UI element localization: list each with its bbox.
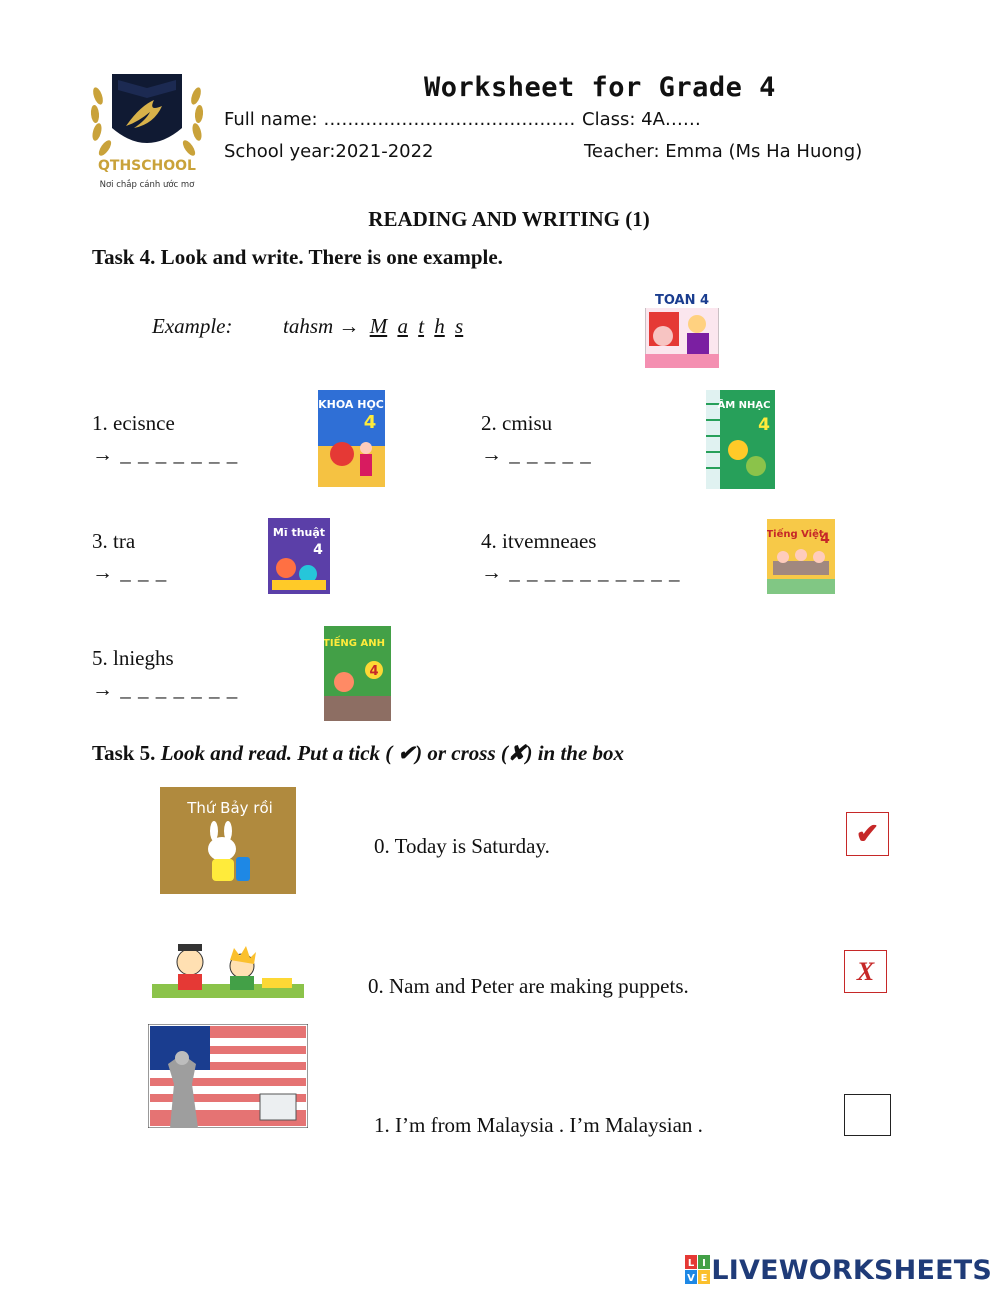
question-1: 1. ecisnce [92, 411, 175, 435]
question-5: 5. lnieghs [92, 646, 174, 670]
task5-sentence-0: 0. Today is Saturday. [374, 834, 550, 858]
tick-mark: ✔ [855, 819, 880, 850]
art-book-number: 4 [313, 542, 323, 558]
class-label: Class: 4A…… [582, 109, 701, 130]
task4-title: Task 4. Look and write. There is one example. [92, 245, 503, 269]
worksheet-title: Worksheet for Grade 4 [424, 72, 776, 103]
vietnamese-book-title: Tiếng Việt [767, 529, 824, 540]
example-label: Example: [152, 314, 233, 338]
cross-mark: X [856, 956, 875, 986]
vietnamese-book-number: 4 [820, 531, 830, 547]
answer-blank-1[interactable]: → _ _ _ _ _ _ _ [92, 442, 239, 466]
english-book-title: TIẾNG ANH [324, 638, 385, 649]
art-book-cover [268, 518, 330, 594]
logo-name: QTHSCHOOL [98, 158, 196, 174]
svg-text:E: E [700, 1273, 708, 1284]
logo-slogan: Nơi chắp cánh ước mơ [99, 180, 195, 190]
answer-box-0[interactable] [846, 812, 889, 856]
full-name-label: Full name: …………………………………… [224, 109, 576, 130]
question-2: 2. cmisu [481, 411, 553, 435]
american-flag-picture [148, 1024, 308, 1128]
task5-sentence-1: 0. Nam and Peter are making puppets. [368, 974, 689, 998]
saturday-caption: Thứ Bảy rồi [187, 799, 273, 817]
english-book-number: 4 [369, 664, 379, 679]
english-book-cover [324, 626, 391, 721]
task5-sentence-2: 1. I’m from Malaysia . I’m Malaysian . [374, 1113, 703, 1137]
vietnamese-book-cover [767, 519, 835, 594]
example-answer-letter: a [397, 314, 408, 338]
example-answer-letter: h [434, 314, 445, 338]
liveworksheets-icon [685, 1255, 711, 1285]
answer-box-2[interactable] [844, 1094, 891, 1136]
math-book-cover [645, 288, 719, 368]
school-year-label: School year:2021-2022 [224, 141, 434, 162]
empty-mark [845, 1095, 890, 1135]
science-book-cover [318, 390, 385, 487]
teacher-label: Teacher: Emma (Ms Ha Huong) [584, 141, 863, 162]
example-answer-letter: t [418, 314, 425, 338]
school-logo [88, 66, 206, 194]
example-word [283, 314, 463, 339]
liveworksheets-name: LIVEWORKSHEETS [711, 1254, 992, 1286]
art-book-title: Mĩ thuật [272, 526, 326, 539]
liveworksheets-brand [685, 1252, 992, 1288]
math-book-title: TOAN 4 [654, 293, 710, 308]
example-answer-letter: s [455, 314, 464, 338]
answer-box-1[interactable] [844, 950, 887, 993]
science-book-title: KHOA HỌC [318, 398, 384, 411]
example-answer-letter: M [369, 314, 388, 338]
answer-blank-2[interactable]: → _ _ _ _ _ [481, 442, 592, 466]
task5-title-instructions: Look and read. Put a tick ( ✔) or cross (✘) in the box [155, 741, 625, 765]
svg-text:L: L [688, 1258, 695, 1269]
svg-text:I: I [702, 1258, 707, 1269]
example-scrambled: tahsm → [283, 314, 360, 338]
music-book-title: ÂM NHẠC [717, 400, 771, 411]
question-4: 4. itvemneaes [481, 529, 597, 553]
music-book-cover [706, 390, 775, 489]
music-book-number: 4 [758, 415, 770, 435]
task5-title [92, 741, 624, 766]
answer-blank-3[interactable]: → _ _ _ [92, 560, 168, 584]
task5-title-bold: Task 5. [92, 741, 156, 765]
making-puppets-picture [152, 938, 304, 1006]
saturday-picture [160, 787, 296, 894]
section-title: READING AND WRITING (1) [368, 207, 650, 231]
science-book-number: 4 [363, 412, 377, 433]
answer-blank-4[interactable]: → _ _ _ _ _ _ _ _ _ _ [481, 560, 681, 584]
question-3: 3. tra [92, 529, 136, 553]
answer-blank-5[interactable]: → _ _ _ _ _ _ _ [92, 677, 239, 701]
svg-text:V: V [687, 1273, 696, 1284]
